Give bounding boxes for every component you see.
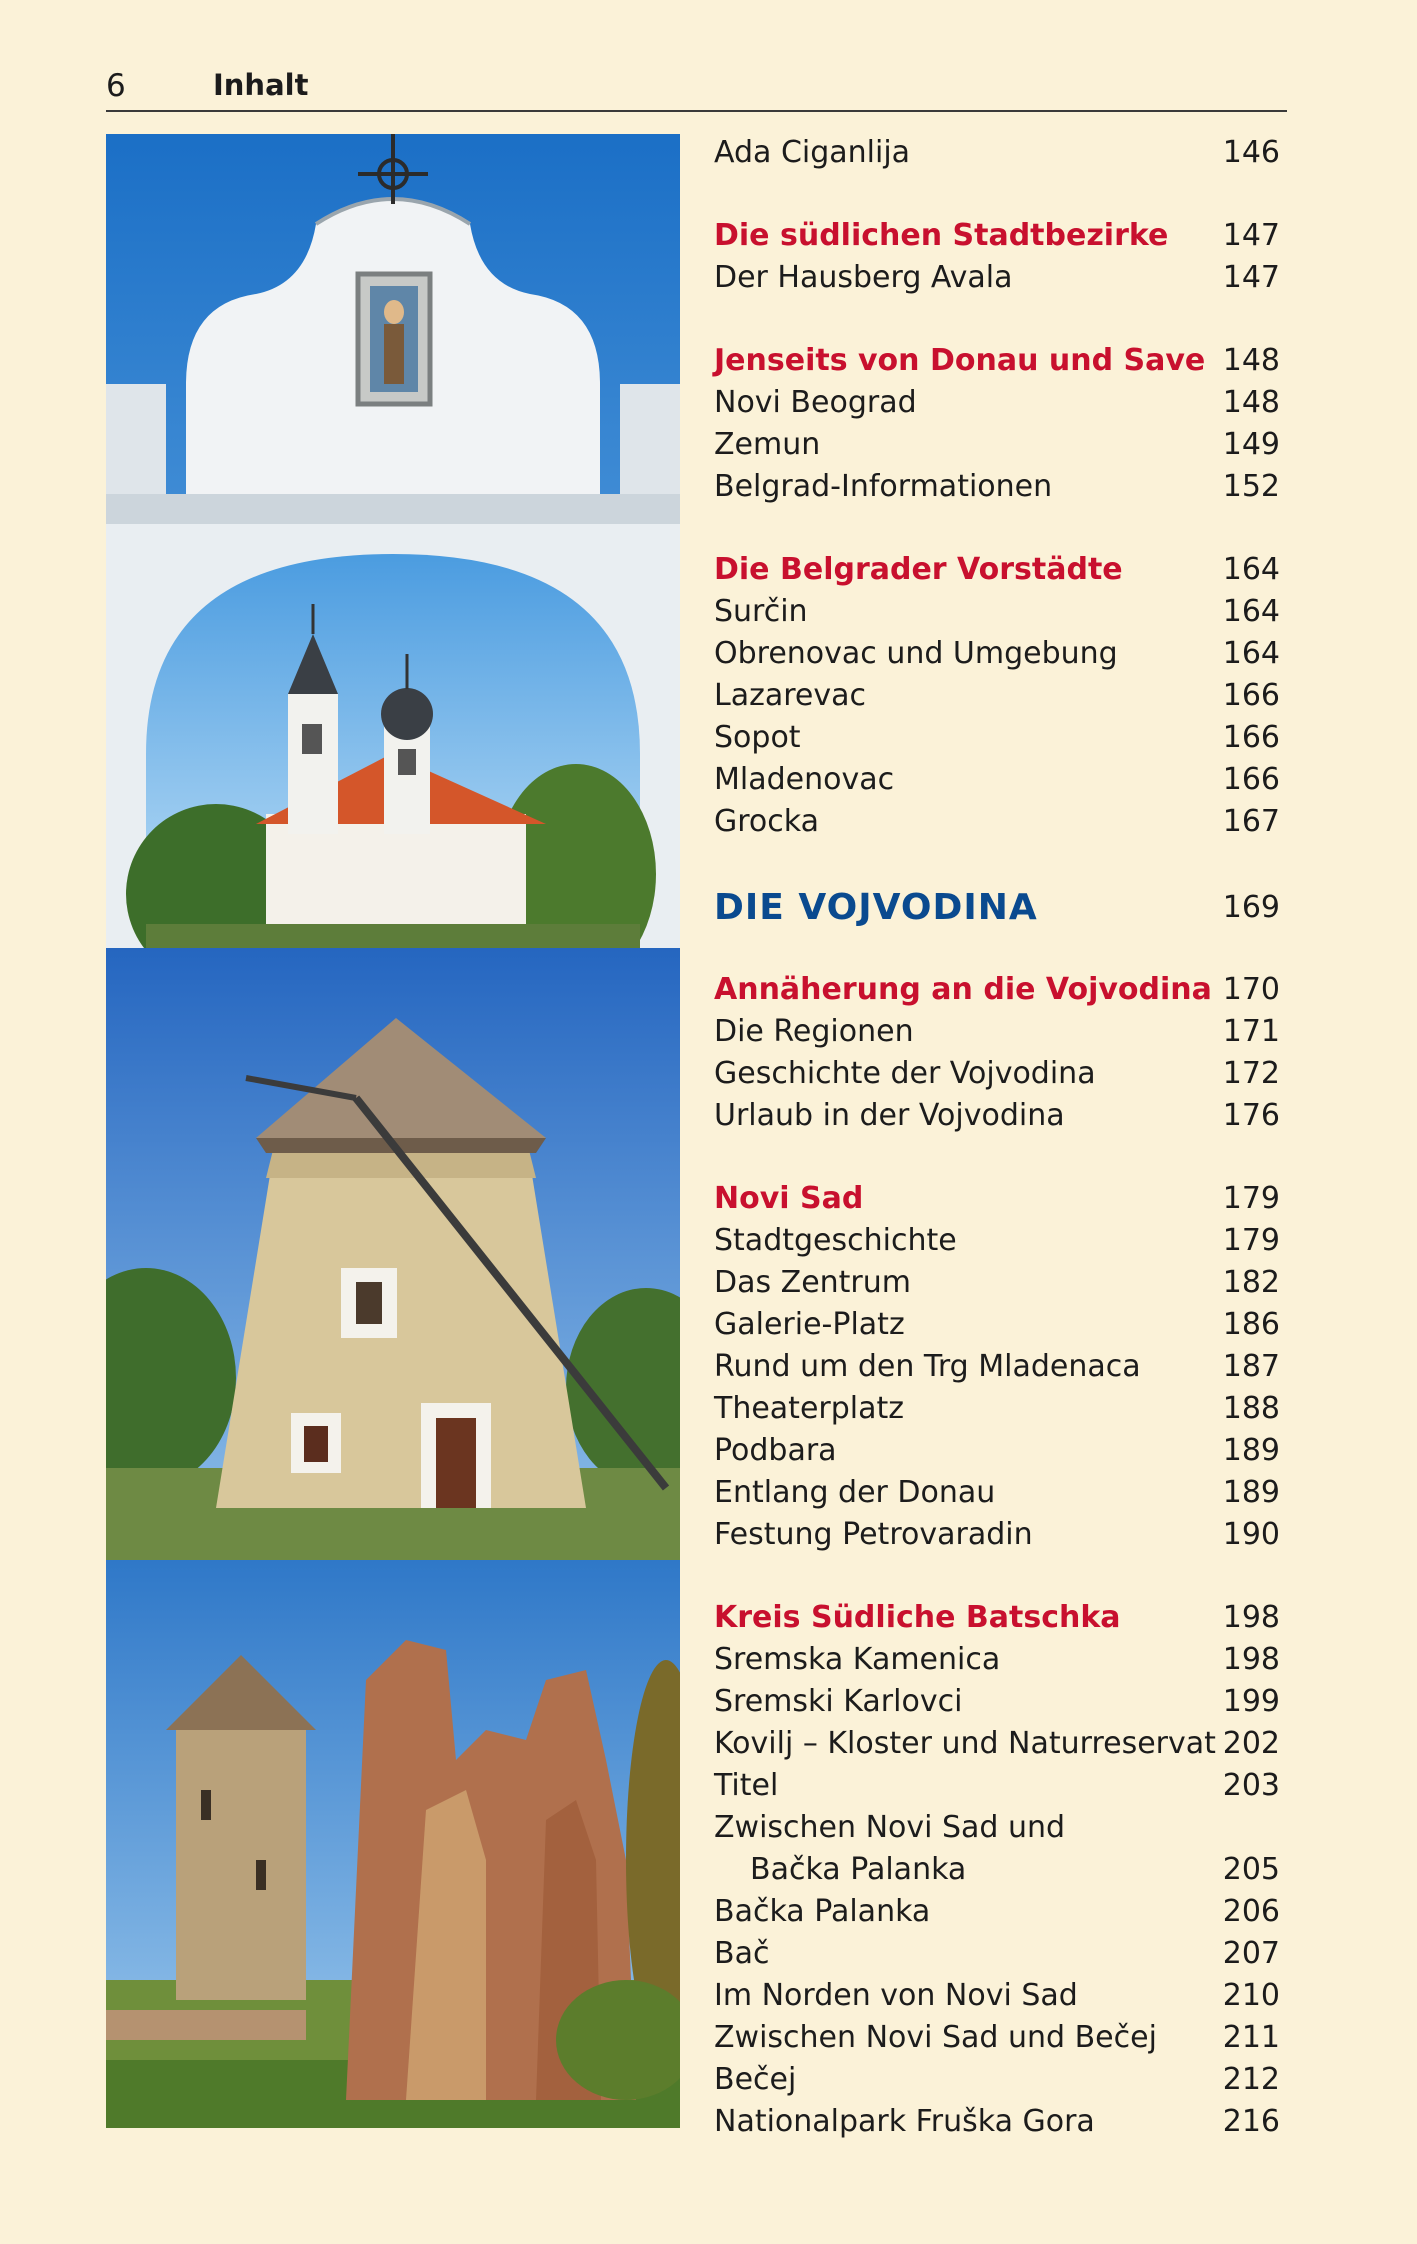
toc-entry	[714, 1765, 1280, 1807]
toc-entry	[714, 257, 1280, 299]
toc-entry	[714, 1681, 1280, 1723]
toc-entry-title: Mladenovac	[714, 762, 895, 797]
toc-entry	[714, 1220, 1280, 1262]
toc-entry-page: 172	[1222, 1056, 1280, 1091]
toc-entry	[714, 1723, 1280, 1765]
toc-entry-page: 205	[1222, 1852, 1280, 1887]
toc-entry	[714, 1011, 1280, 1053]
toc-entry-page: 164	[1222, 594, 1280, 629]
toc-entry-page: 166	[1222, 762, 1280, 797]
toc-entry-page: 179	[1222, 1223, 1280, 1258]
toc-entry-page: 166	[1222, 678, 1280, 713]
toc-entry-title: Im Norden von Novi Sad	[714, 1978, 1078, 2013]
toc-entry-title: Grocka	[714, 804, 819, 839]
toc-entry-title: Kreis Südliche Batschka	[714, 1600, 1121, 1635]
toc-entry-title: Nationalpark Fruška Gora	[714, 2104, 1095, 2139]
toc-entry-page: 203	[1222, 1768, 1280, 1803]
toc-entry-title: Zwischen Novi Sad und	[714, 1810, 1066, 1845]
toc-entry-page: 147	[1222, 260, 1280, 295]
toc-entry-page: 199	[1222, 1684, 1280, 1719]
toc-entry-page: 198	[1222, 1600, 1280, 1635]
toc-entry-title: Obrenovac und Umgebung	[714, 636, 1118, 671]
toc-entry-page: 149	[1222, 427, 1280, 462]
toc-entry	[714, 424, 1280, 466]
toc-entry	[714, 717, 1280, 759]
toc-entry-title: Bačka Palanka	[714, 1894, 931, 1929]
photo-church-gateway	[106, 134, 680, 948]
toc-entry-page: 164	[1222, 636, 1280, 671]
toc-entry	[714, 1933, 1280, 1975]
toc-section-heading	[714, 1597, 1280, 1639]
toc-entry-page: 170	[1222, 972, 1280, 1007]
toc-entry-page: 179	[1222, 1181, 1280, 1216]
toc-entry-title: Bačka Palanka	[750, 1852, 967, 1887]
toc-entry	[714, 2101, 1280, 2143]
toc-entry-page: 147	[1222, 218, 1280, 253]
toc-entry	[714, 1891, 1280, 1933]
toc-entry-page: 189	[1222, 1475, 1280, 1510]
page-number: 6	[106, 68, 126, 104]
toc-chapter-heading	[714, 887, 1280, 929]
toc-entry	[714, 759, 1280, 801]
toc-section-heading	[714, 549, 1280, 591]
toc-entry-title: Zwischen Novi Sad und Bečej	[714, 2020, 1157, 2055]
toc-entry	[714, 1975, 1280, 2017]
toc-entry-page: 216	[1222, 2104, 1280, 2139]
toc-entry-title: Jenseits von Donau und Save	[714, 343, 1206, 378]
toc-entry-title: Surčin	[714, 594, 808, 629]
toc-entry-title: Entlang der Donau	[714, 1475, 996, 1510]
toc-entry-title: Sremska Kamenica	[714, 1642, 1001, 1677]
toc-entry-title: Sopot	[714, 720, 801, 755]
toc-entry-title: Novi Sad	[714, 1181, 864, 1216]
toc-entry-title: Das Zentrum	[714, 1265, 912, 1300]
toc-entry-title: Die Regionen	[714, 1014, 914, 1049]
toc-entry-title: Rund um den Trg Mladenaca	[714, 1349, 1141, 1384]
toc-entry-page: 210	[1222, 1978, 1280, 2013]
toc-entry-title: Zemun	[714, 427, 821, 462]
toc-entry-title: Bečej	[714, 2062, 797, 2097]
toc-entry-title: Kovilj – Kloster und Naturreservat	[714, 1726, 1216, 1761]
toc-entry-page: 164	[1222, 552, 1280, 587]
toc-entry-title: Ada Ciganlija	[714, 135, 911, 170]
toc-section-heading	[714, 215, 1280, 257]
toc-entry-title: DIE VOJVODINA	[714, 887, 1038, 928]
photo-fortress-ruins	[106, 1560, 680, 2128]
toc-entry	[714, 591, 1280, 633]
toc-entry-title: Der Hausberg Avala	[714, 260, 1013, 295]
toc-entry-page: 182	[1222, 1265, 1280, 1300]
toc-entry-title: Stadtgeschichte	[714, 1223, 957, 1258]
toc-entry	[714, 1430, 1280, 1472]
section-title: Inhalt	[213, 68, 309, 102]
toc-entry-title: Titel	[714, 1768, 779, 1803]
toc-entry	[714, 1095, 1280, 1137]
toc-entry-page: 166	[1222, 720, 1280, 755]
toc-entry-page: 187	[1222, 1349, 1280, 1384]
toc-entry	[714, 633, 1280, 675]
toc-entry	[714, 1849, 1280, 1891]
toc-entry	[714, 466, 1280, 508]
toc-entry	[714, 1472, 1280, 1514]
toc-entry-page: 176	[1222, 1098, 1280, 1133]
toc-entry-page: 206	[1222, 1894, 1280, 1929]
toc-entry-title: Galerie-Platz	[714, 1307, 905, 1342]
toc-entry-page: 146	[1222, 135, 1280, 170]
page-header	[106, 66, 1287, 112]
toc-entry-page: 212	[1222, 2062, 1280, 2097]
toc-entry-page: 189	[1222, 1433, 1280, 1468]
toc-entry-page: 169	[1222, 890, 1280, 925]
toc-entry-title: Lazarevac	[714, 678, 866, 713]
toc-section-heading	[714, 969, 1280, 1011]
toc-section-heading	[714, 340, 1280, 382]
toc-entry	[714, 2017, 1280, 2059]
toc-entry-title: Theaterplatz	[714, 1391, 905, 1426]
toc-entry-page: 198	[1222, 1642, 1280, 1677]
toc-entry-title: Sremski Karlovci	[714, 1684, 963, 1719]
toc-entry-page: 188	[1222, 1391, 1280, 1426]
toc-entry-page: 148	[1222, 385, 1280, 420]
toc-entry-title: Festung Petrovaradin	[714, 1517, 1033, 1552]
toc-entry-page: 186	[1222, 1307, 1280, 1342]
toc-entry	[714, 132, 1280, 174]
toc-entry-title: Die südlichen Stadtbezirke	[714, 218, 1169, 253]
toc-entry-title: Podbara	[714, 1433, 837, 1468]
toc-entry-title: Novi Beograd	[714, 385, 917, 420]
toc-entry-page: 167	[1222, 804, 1280, 839]
toc-entry	[714, 1514, 1280, 1556]
toc-entry	[714, 1346, 1280, 1388]
photo-windmill	[106, 948, 680, 1560]
toc-entry-page: 152	[1222, 469, 1280, 504]
toc-entry-title: Belgrad-Informationen	[714, 469, 1053, 504]
toc-entry-title: Geschichte der Vojvodina	[714, 1056, 1096, 1091]
toc-entry-page: 171	[1222, 1014, 1280, 1049]
toc-entry-title: Bač	[714, 1936, 770, 1971]
toc-entry	[714, 1807, 1280, 1849]
toc-section-heading	[714, 1178, 1280, 1220]
toc-entry-page: 211	[1222, 2020, 1280, 2055]
toc-entry	[714, 1388, 1280, 1430]
toc-entry-page: 148	[1222, 343, 1280, 378]
toc-entry	[714, 675, 1280, 717]
toc-entry-title: Die Belgrader Vorstädte	[714, 552, 1123, 587]
toc-entry-page: 190	[1222, 1517, 1280, 1552]
toc-entry	[714, 382, 1280, 424]
toc-entry	[714, 1262, 1280, 1304]
toc-entry	[714, 1053, 1280, 1095]
toc-entry	[714, 801, 1280, 843]
toc-entry	[714, 2059, 1280, 2101]
toc-entry-title: Annäherung an die Vojvodina	[714, 972, 1212, 1007]
toc-entry-title: Urlaub in der Vojvodina	[714, 1098, 1065, 1133]
toc-entry-page: 202	[1222, 1726, 1280, 1761]
toc-entry-page: 207	[1222, 1936, 1280, 1971]
toc-entry	[714, 1639, 1280, 1681]
toc-entry	[714, 1304, 1280, 1346]
